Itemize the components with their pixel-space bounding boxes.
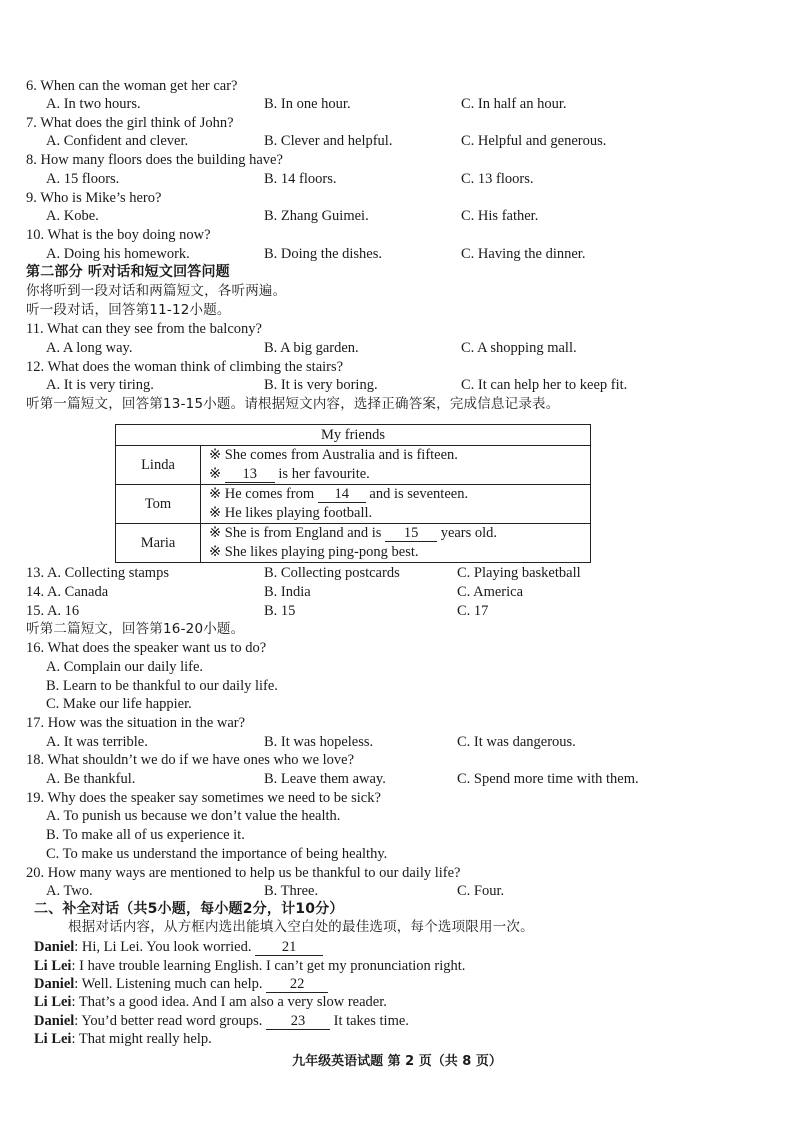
option-a[interactable]: 15. A. 16 [26,603,80,619]
options-12 [0,376,794,395]
option-16a [0,658,794,677]
option-c[interactable]: C. Playing basketball [457,565,581,581]
option-b[interactable]: B. In one hour. [264,96,351,112]
section2-instruction: 根据对话内容，从方框内选出能填入空白处的最佳选项，每个选项限用一次。 [68,919,534,935]
blank-13[interactable]: 13 [225,467,275,483]
dialogue-line: Li Lei: That’s a good idea. And I am also a very slow reader. [34,994,387,1010]
options-18 [0,770,794,789]
table-row-tom [116,485,591,524]
option-c[interactable]: C. It can help her to keep fit. [461,377,628,393]
speaker: Li Lei [34,994,72,1010]
question-7: 7. What does the girl think of John? [26,115,234,131]
option-a[interactable]: A. It is very tiring. [46,377,154,393]
option-a[interactable]: 14. A. Canada [26,584,109,600]
option-b[interactable]: B. Learn to be thankful to our daily life. [46,678,278,694]
option-c[interactable]: C. In half an hour. [461,96,567,112]
option-c[interactable]: C. It was dangerous. [457,734,576,750]
option-b[interactable]: B. It is very boring. [264,377,378,393]
option-b[interactable]: B. It was hopeless. [264,734,374,750]
option-a[interactable]: A. Doing his homework. [46,246,190,262]
option-b[interactable]: B. Doing the dishes. [264,246,383,262]
info-line: ※ She comes from Australia and is fifteen. [209,447,458,463]
option-c[interactable]: C. Four. [457,883,505,899]
friend-name: Maria [116,524,201,563]
question-9: 9. Who is Mike’s hero? [26,190,162,206]
question-19: 19. Why does the speaker say sometimes we need to be sick? [26,790,381,806]
option-c[interactable]: C. To make us understand the importance of being healthy. [46,846,388,862]
info-line: ※ She likes playing ping-pong best. [209,544,419,560]
option-16b [0,677,794,696]
dialogue-line: Daniel: Well. Listening much can help. 22 [0,975,794,994]
option-b[interactable]: B. India [264,584,311,600]
question-11: 11. What can they see from the balcony? [26,321,262,337]
options-15 [0,602,794,621]
option-a[interactable]: 13. A. Collecting stamps [26,565,169,581]
dialogue-line: Daniel: You’d better read word groups. 23 It takes time. [34,1013,409,1029]
option-a[interactable]: A. Complain our daily life. [46,659,204,675]
blank-22[interactable]: 22 [266,977,328,993]
options-9 [0,207,794,226]
options-14 [0,583,794,602]
question-12: 12. What does the woman think of climbing the stairs? [26,359,344,375]
option-b[interactable]: B. Three. [264,883,319,899]
options-10 [0,245,794,264]
option-a[interactable]: A. Kobe. [46,208,99,224]
info-line: ※ He likes playing football. [209,505,373,521]
table-row-maria [116,524,591,563]
option-a[interactable]: A. It was terrible. [46,734,148,750]
friends-table [115,424,591,563]
option-b[interactable]: B. Collecting postcards [264,565,400,581]
friend-name: Linda [116,446,201,485]
option-a[interactable]: A. Confident and clever. [46,133,189,149]
option-c[interactable]: C. America [457,584,524,600]
page-footer: 九年级英语试题 第 2 页（共 8 页） [292,1054,502,1069]
option-b[interactable]: B. 15 [264,603,296,619]
option-c[interactable]: C. Helpful and generous. [461,133,607,149]
option-b[interactable]: B. Zhang Guimei. [264,208,369,224]
option-a[interactable]: A. To punish us because we don’t value the health. [46,808,341,824]
speaker: Daniel [34,1013,75,1029]
option-19a [0,807,794,826]
option-a[interactable]: A. A long way. [46,340,133,356]
options-6 [0,95,794,114]
option-16c [0,695,794,714]
option-b[interactable]: B. Clever and helpful. [264,133,393,149]
info-line: ※ He comes from 14 and is seventeen. [209,486,469,502]
option-c[interactable]: C. 13 floors. [461,171,534,187]
option-c[interactable]: C. Make our life happier. [46,696,192,712]
options-8 [0,170,794,189]
section2-title: 二、补全对话（共5小题，每小题2分，计10分） [34,901,344,917]
question-8: 8. How many floors does the building have? [26,152,283,168]
question-10: 10. What is the boy doing now? [26,227,211,243]
passage2-instruction: 听第二篇短文，回答第16-20小题。 [26,621,245,637]
option-b[interactable]: B. A big garden. [264,340,359,356]
info-line: ※ She is from England and is 15 years old. [209,525,498,541]
speaker: Daniel [34,976,75,992]
option-a[interactable]: A. Two. [46,883,93,899]
option-c[interactable]: C. A shopping mall. [461,340,577,356]
options-17 [0,733,794,752]
blank-15[interactable]: 15 [385,526,437,542]
options-13 [0,564,794,583]
dialogue-line: Daniel: Hi, Li Lei. You look worried. 21 [0,938,794,957]
options-20 [0,882,794,901]
table-title: My friends [116,425,591,446]
friend-name: Tom [116,485,201,524]
option-19c [0,845,794,864]
speaker: Li Lei [34,958,72,974]
options-11 [0,339,794,358]
question-17: 17. How was the situation in the war? [26,715,246,731]
table-row-linda [116,446,591,485]
part2-title: 第二部分 听对话和短文回答问题 [26,264,230,280]
option-a[interactable]: A. 15 floors. [46,171,120,187]
options-7 [0,132,794,151]
option-b[interactable]: B. Leave them away. [264,771,386,787]
info-line: ※ 13 is her favourite. [209,466,370,482]
option-c[interactable]: C. Spend more time with them. [457,771,639,787]
question-20: 20. How many ways are mentioned to help us be thankful to our daily life? [26,865,461,881]
dialog-instruction: 听一段对话，回答第11-12小题。 [26,302,231,318]
speaker: Li Lei [34,1031,72,1047]
option-b[interactable]: B. To make all of us experience it. [46,827,245,843]
blank-21[interactable]: 21 [255,940,323,956]
option-c[interactable]: C. 17 [457,603,489,619]
blank-14[interactable]: 14 [318,487,366,503]
option-a[interactable]: A. Be thankful. [46,771,136,787]
question-16: 16. What does the speaker want us to do? [26,640,267,656]
question-18: 18. What shouldn’t we do if we have ones who we love? [26,752,355,768]
question-6: 6. When can the woman get her car? [26,78,238,94]
option-19b [0,826,794,845]
passage1-instruction: 听第一篇短文，回答第13-15小题。请根据短文内容，选择正确答案，完成信息记录表。 [26,396,560,412]
speaker: Daniel [34,939,75,955]
part2-instruction: 你将听到一段对话和两篇短文，各听两遍。 [26,283,287,299]
dialogue-line: Li Lei: That might really help. [34,1031,212,1047]
option-b[interactable]: B. 14 floors. [264,171,337,187]
option-c[interactable]: C. Having the dinner. [461,246,586,262]
option-a[interactable]: A. In two hours. [46,96,141,112]
blank-23[interactable]: 23 [266,1014,330,1030]
option-c[interactable]: C. His father. [461,208,539,224]
dialogue-line: Li Lei: I have trouble learning English. I can’t get my pronunciation right. [34,958,466,974]
